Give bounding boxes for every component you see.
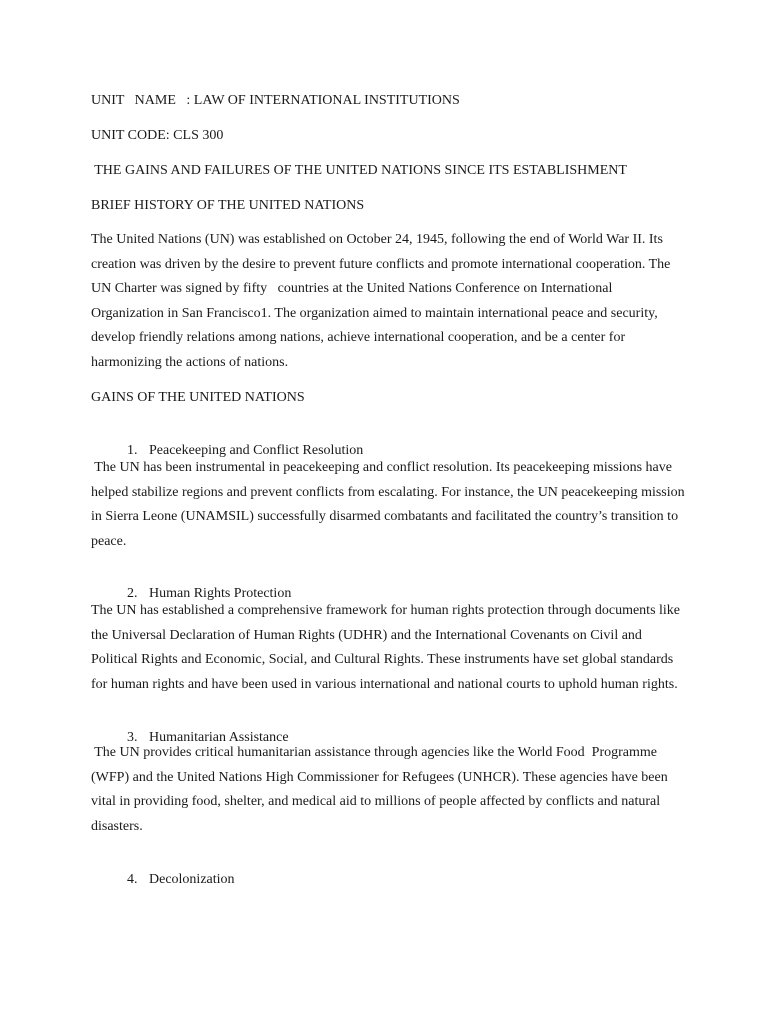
paragraph-line: Organization in San Francisco1. The organization aimed to maintain international peace and security, xyxy=(91,305,658,321)
list-item-decolonization xyxy=(113,853,235,887)
list-number: 1. xyxy=(127,443,138,458)
paragraph-line: creation was driven by the desire to prevent future conflicts and promote international cooperation. The xyxy=(91,256,671,272)
list-item-human-rights xyxy=(113,567,292,601)
paragraph-line: for human rights and have been used in various international and national courts to uphold human rights. xyxy=(91,676,678,692)
paragraph-line: the Universal Declaration of Human Rights (UDHR) and the International Covenants on Civil and xyxy=(91,627,642,643)
history-paragraph xyxy=(91,228,681,376)
paragraph-line: UN Charter was signed by fifty countries at the United Nations Conference on International xyxy=(91,281,613,297)
human-rights-paragraph xyxy=(91,599,681,697)
document-title: THE GAINS AND FAILURES OF THE UNITED NATIONS SINCE ITS ESTABLISHMENT xyxy=(91,163,627,178)
paragraph-line: helped stabilize regions and prevent conflicts from escalating. For instance, the UN peacekeeping mission xyxy=(91,484,685,500)
list-item-title: Humanitarian Assistance xyxy=(149,730,289,745)
list-item-humanitarian xyxy=(113,711,289,745)
paragraph-line: in Sierra Leone (UNAMSIL) successfully disarmed combatants and facilitated the country’s transition to xyxy=(91,509,679,525)
list-number: 4. xyxy=(127,872,138,887)
paragraph-line: develop friendly relations among nations, achieve international cooperation, and be a center for xyxy=(91,330,626,346)
unit-name-line: UNIT NAME : LAW OF INTERNATIONAL INSTITUTIONS xyxy=(91,93,460,108)
paragraph-line: The UN has been instrumental in peacekeeping and conflict resolution. Its peacekeeping missions have xyxy=(91,460,672,475)
paragraph-line: vital in providing food, shelter, and medical aid to millions of people affected by conflicts and natural xyxy=(91,794,661,810)
paragraph-line: The UN provides critical humanitarian assistance through agencies like the World Food Programme xyxy=(91,745,657,760)
list-number: 2. xyxy=(127,586,138,601)
paragraph-line: The UN has established a comprehensive framework for human rights protection through documents like xyxy=(91,603,681,618)
paragraph-line: Political Rights and Economic, Social, and Cultural Rights. These instruments have set global standards xyxy=(91,652,674,668)
list-number: 3. xyxy=(127,730,138,745)
list-item-peacekeeping xyxy=(113,424,364,458)
list-item-title: Decolonization xyxy=(149,872,235,887)
paragraph-line: peace. xyxy=(91,533,127,549)
humanitarian-paragraph xyxy=(91,741,681,839)
paragraph-line: harmonizing the actions of nations. xyxy=(91,354,289,370)
history-heading: BRIEF HISTORY OF THE UNITED NATIONS xyxy=(91,198,365,213)
list-item-title: Human Rights Protection xyxy=(149,586,292,601)
unit-code-line: UNIT CODE: CLS 300 xyxy=(91,128,224,143)
paragraph-line: disasters. xyxy=(91,818,143,834)
paragraph-line: (WFP) and the United Nations High Commissioner for Refugees (UNHCR). These agencies have been xyxy=(91,769,668,785)
list-item-title: Peacekeeping and Conflict Resolution xyxy=(149,443,364,458)
gains-heading: GAINS OF THE UNITED NATIONS xyxy=(91,390,305,405)
peacekeeping-paragraph xyxy=(91,456,685,554)
paragraph-line: The United Nations (UN) was established on October 24, 1945, following the end of World War II. Its xyxy=(91,232,663,247)
